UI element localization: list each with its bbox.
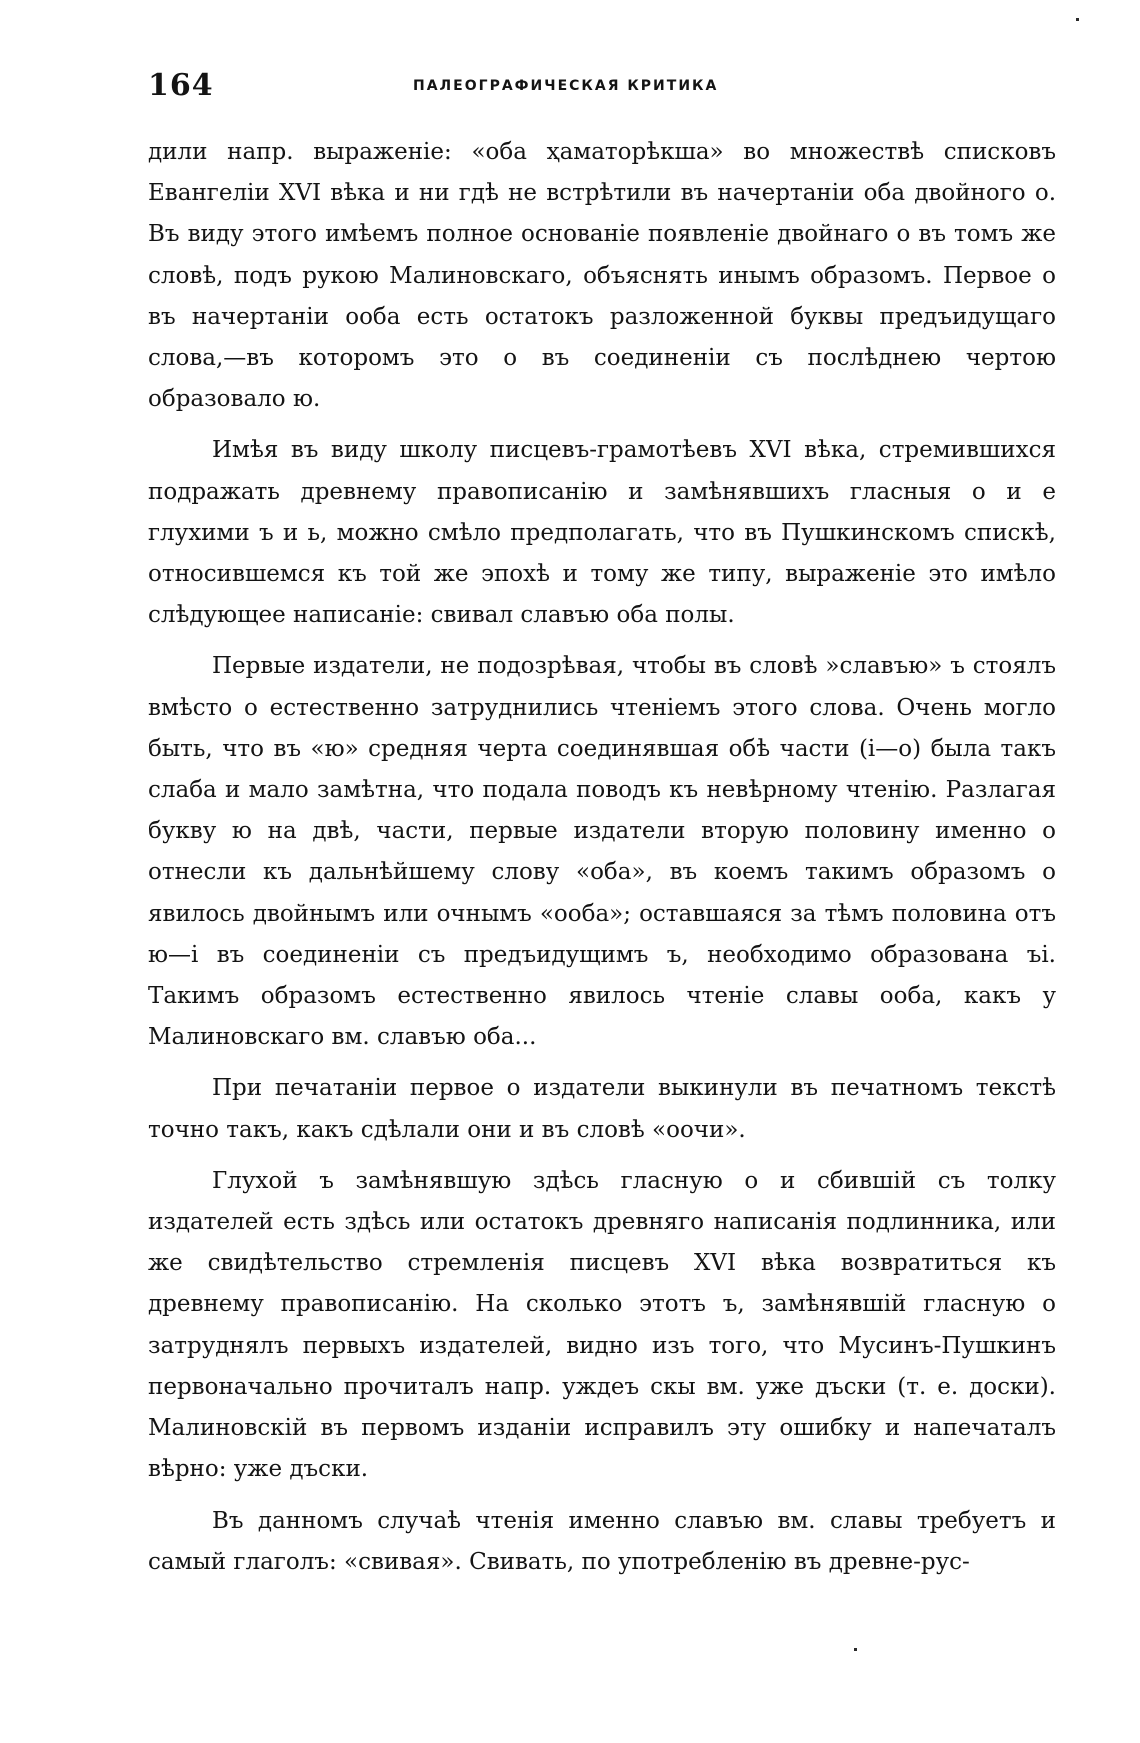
body-text bbox=[148, 132, 1056, 1593]
paragraph-2: Имѣя въ виду школу писцевъ-грамотѣевъ XVI вѣка, стремившихся подражать древнему правописанію и замѣнявшихъ гласныя о и е глухими ъ и ь, можно смѣло предполагать, что въ Пушкинскомъ спискѣ, относившемся къ той же эпохѣ и тому же типу, выраженіе это имѣло слѣдующее написаніе: свивал славъю оба полы. bbox=[148, 437, 1056, 629]
paragraph-6: Въ данномъ случаѣ чтенія именно славъю вм. славы требуетъ и самый глаголъ: «свивая». Свивать, по употребленію въ древне-рус- bbox=[148, 1507, 1056, 1575]
paragraph-3: Первые издатели, не подозрѣвая, чтобы въ словѣ »славъю» ъ стоялъ вмѣсто о естественно затруднились чтеніемъ этого слова. Очень могло быть, что въ «ю» средняя черта соединявшая обѣ части (і—о) была такъ слаба и мало замѣтна, что подала поводъ къ невѣрному чтенію. Разлагая букву ю на двѣ, части, первые издатели вторую половину именно о отнесли къ дальнѣйшему слову «оба», въ коемъ такимъ образомъ о явилось двойнымъ или очнымъ «ооба»; оставшаяся за тѣмъ половина отъ ю—і въ соединеніи съ предъидущимъ ъ, необходимо образована ъі. Такимъ образомъ естественно явилось чтеніе славы ооба, какъ у Малиновскаго вм. славъю оба... bbox=[148, 653, 1056, 1051]
page-number: 164 bbox=[148, 68, 214, 103]
paragraph-1: дили напр. выраженіе: «оба ҳаматорѣкша» во множествѣ списковъ Евангеліи XVI вѣка и ни гдѣ не встрѣтили въ начертаніи оба двойного о. Въ виду этого имѣемъ полное основаніе появленіе двойнаго о въ томъ же словѣ, подъ рукою Малиновскаго, объяснять инымъ образомъ. Первое о въ начертаніи ооба есть остатокъ разложенной буквы предъидущаго слова,—въ которомъ это о въ соединеніи съ послѣднею чертою образовало ю. bbox=[148, 139, 1056, 413]
page-header bbox=[148, 68, 1056, 108]
running-title: ПАЛЕОГРАФИЧЕСКАЯ КРИТИКА bbox=[413, 78, 719, 94]
scan-mark-bottom bbox=[854, 1648, 857, 1651]
paragraph-5: Глухой ъ замѣнявшую здѣсь гласную о и сбившій съ толку издателей есть здѣсь или остатокъ древняго написанія подлинника, или же свидѣтельство стремленія писцевъ XVI вѣка возвратиться къ древнему правописанію. На сколько этотъ ъ, замѣнявшій гласную о затруднялъ первыхъ издателей, видно изъ того, что Мусинъ-Пушкинъ первоначально прочиталъ напр. уждеъ скы вм. уже дъски (т. е. доски). Малиновскій въ первомъ изданіи исправилъ эту ошибку и напечаталъ вѣрно: уже дъски. bbox=[148, 1167, 1056, 1483]
scan-mark-top bbox=[1076, 18, 1079, 21]
paragraph-4: При печатаніи первое о издатели выкинули въ печатномъ текстѣ точно такъ, какъ сдѣлали они и въ словѣ «оочи». bbox=[148, 1075, 1056, 1143]
